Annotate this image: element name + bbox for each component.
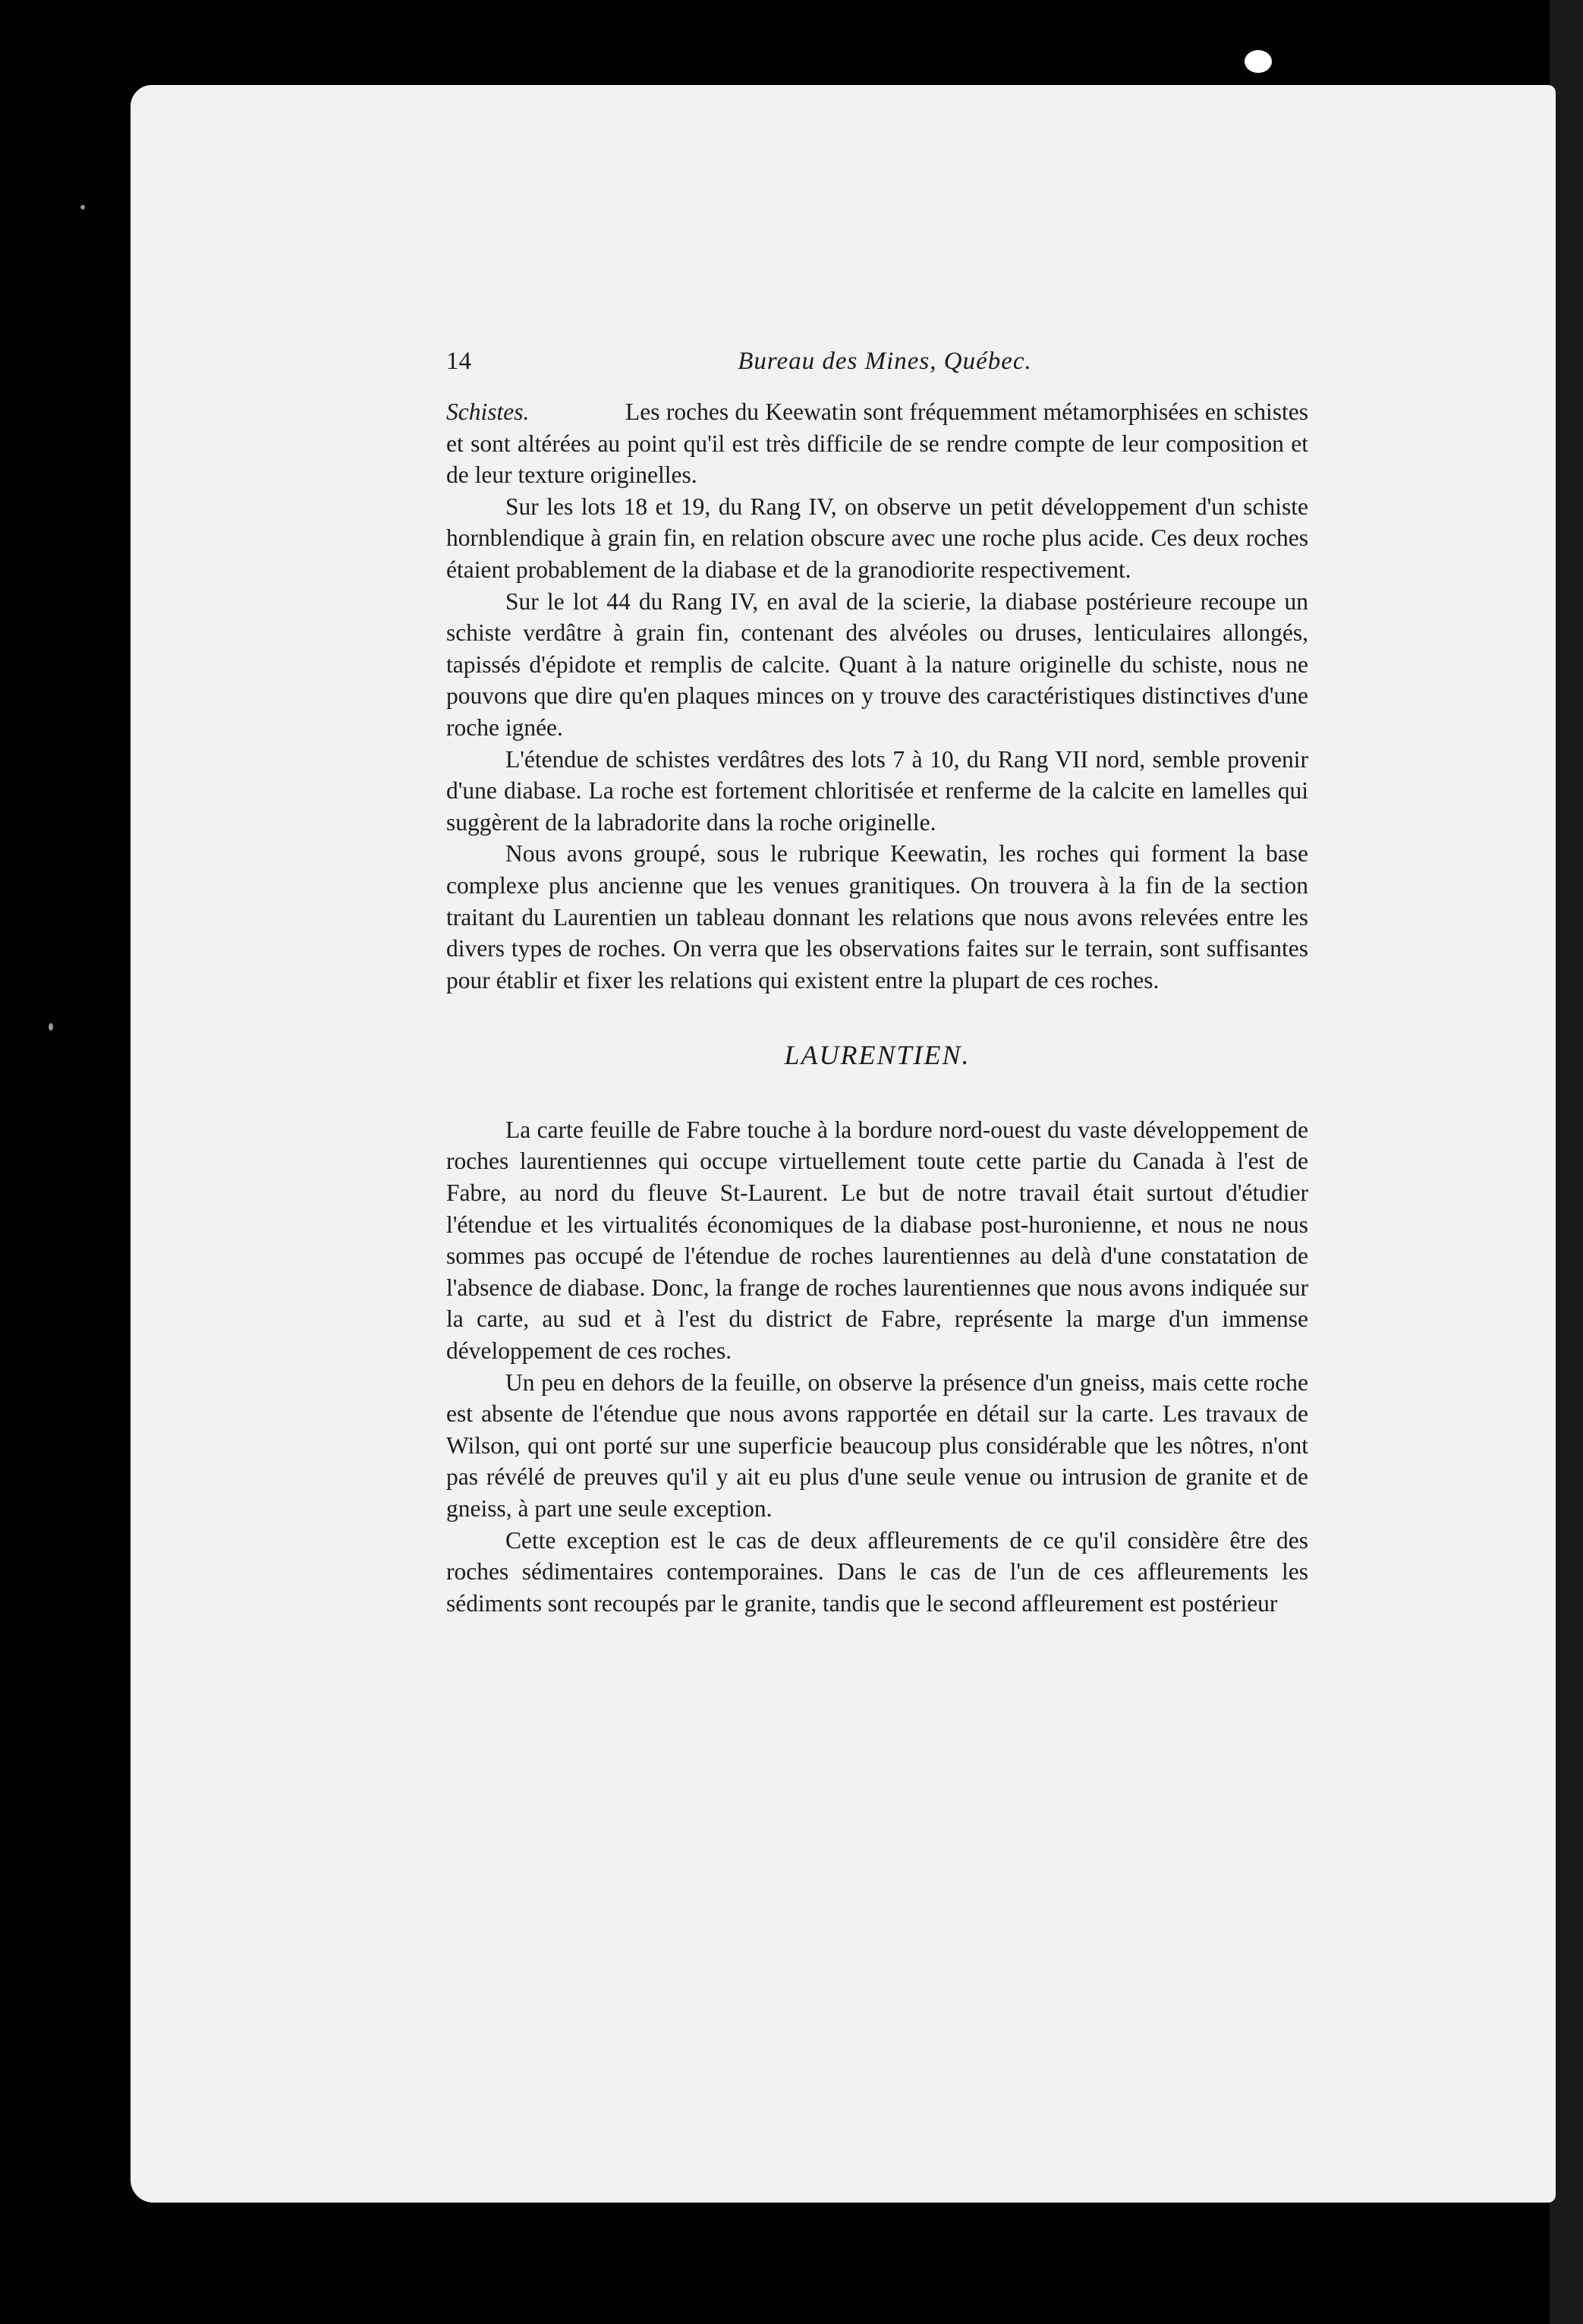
page-content — [446, 346, 1308, 1619]
running-head — [446, 346, 1308, 379]
paragraph — [446, 396, 1308, 491]
page-number: 14 — [446, 348, 471, 375]
scan-speck — [49, 1023, 53, 1031]
paragraph-text: Les roches du Keewatin sont fréquemment métamorphisées en schistes et sont altérées au point qu'il est très difficile de se rendre compte de leur composition et de leur texture originelles. — [446, 398, 1308, 489]
paragraph: Nous avons groupé, sous le rubrique Keewatin, les roches qui forment la base complexe plus ancienne que les venues granitiques. On trouvera à la fin de la section traitant du Laurentien un tableau donnant les relations que nous avons relevées entre les divers types de roches. On verra que les observations faites sur le terrain, sont suffisantes pour établir et fixer les relations qui existent entre la plupart de ces roches. — [446, 840, 1308, 994]
running-title: Bureau des Mines, Québec. — [738, 348, 1032, 375]
side-label: Schistes. — [446, 398, 530, 425]
paragraph: Un peu en dehors de la feuille, on observe la présence d'un gneiss, mais cette roche est absente de l'étendue que nous avons rapportée en détail sur la carte. Les travaux de Wilson, qui ont porté sur une superficie beaucoup plus considérable que les nôtres, n'ont pas révélé de preuves qu'il y ait eu plus d'une seule venue ou intrusion de granite et de gneiss, à part une seule exception. — [446, 1368, 1308, 1522]
paragraph: Sur les lots 18 et 19, du Rang IV, on observe un petit développement d'un schiste hornblendique à grain fin, en relation obscure avec une roche plus acide. Ces deux roches étaient probablement de la diabase et de la granodiorite respectivement. — [446, 493, 1308, 583]
paragraph: L'étendue de schistes verdâtres des lots 7 à 10, du Rang VII nord, semble provenir d'une diabase. La roche est fortement chloritisée et renferme de la calcite en lamelles qui suggèrent de la labradorite dans la roche originelle. — [446, 745, 1308, 836]
section-heading: LAURENTIEN. — [784, 1040, 971, 1071]
scan-speck — [80, 205, 85, 209]
scan-speck — [1245, 50, 1272, 73]
paragraph: Cette exception est le cas de deux affleurements de ce qu'il considère être des roches sédimentaires contemporaines. Dans le cas de l'un de ces affleurements les sédiments sont recoupés par le granite, tandis que le second affleurement est postérieur — [446, 1526, 1308, 1617]
paragraph: Sur le lot 44 du Rang IV, en aval de la scierie, la diabase postérieure recoupe un schiste verdâtre à grain fin, contenant des alvéoles ou druses, lenticulaires allongés, tapissés d'épidote et remplis de calcite. Quant à la nature originelle du schiste, nous ne pouvons que dire qu'en plaques minces on y trouve des caractéristiques distinctives d'une roche ignée. — [446, 587, 1308, 741]
paragraph: La carte feuille de Fabre touche à la bordure nord-ouest du vaste développement de roches laurentiennes qui occupe virtuellement toute cette partie du Canada à l'est de Fabre, au nord du fleuve St-Laurent. Le but de notre travail était surtout d'étudier l'étendue et les virtualités économiques de la diabase post-huronienne, et nous ne nous sommes pas occupé de l'étendue de roches laurentiennes au delà d'une constatation de l'absence de diabase. Donc, la frange de roches laurentiennes que nous avons indiquée sur la carte, au sud et à l'est du district de Fabre, représente la marge d'un immense développement de ces roches. — [446, 1116, 1308, 1365]
